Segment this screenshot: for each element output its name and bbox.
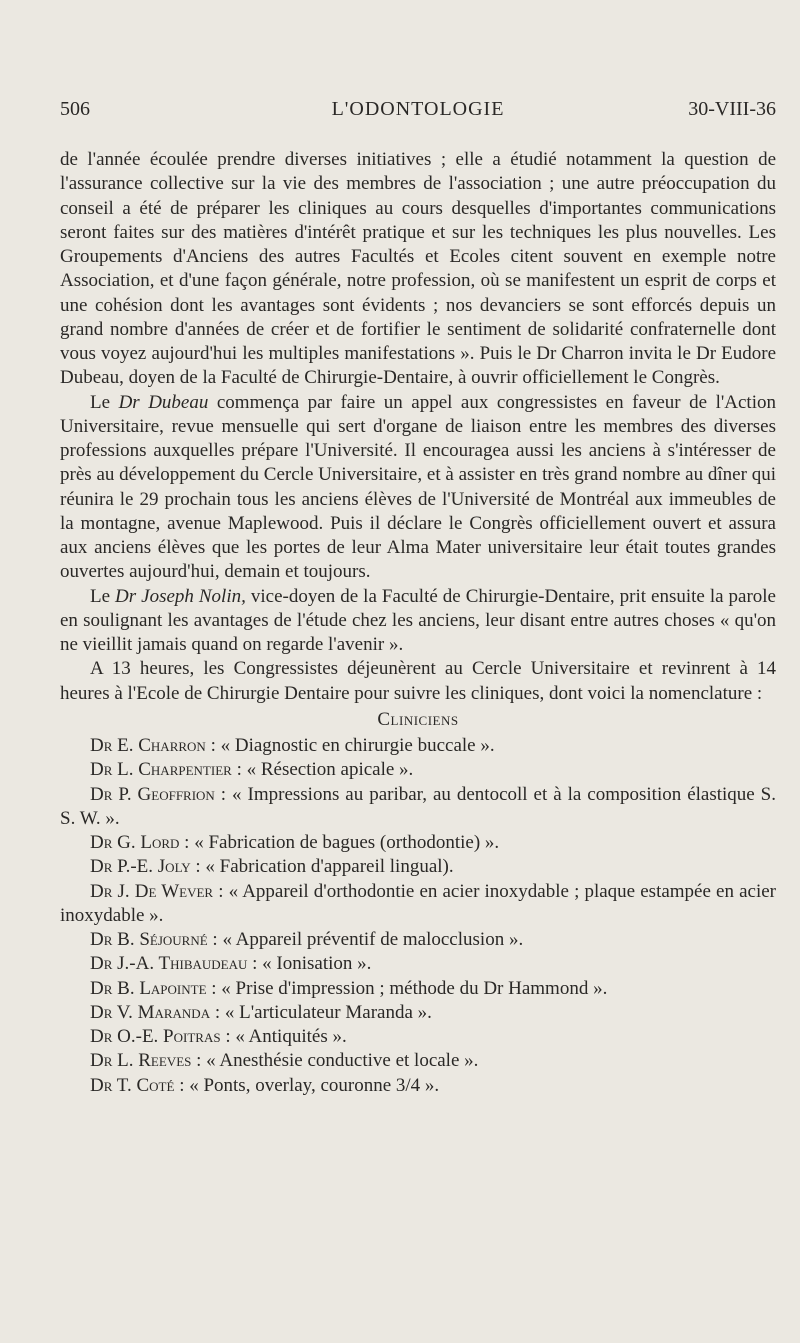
- clinician-name: Dr G. Lord: [90, 832, 180, 853]
- clinic-topic: : « Fabrication d'appareil lingual).: [190, 856, 454, 878]
- clinician-name: Dr J. De Wever: [90, 880, 214, 902]
- clinic-topic: : « Prise d'impression ; méthode du Dr Hammond ».: [206, 977, 608, 999]
- clinic-topic: : « Fabrication de bagues (orthodontie) ».: [179, 832, 500, 853]
- list-item: [60, 952, 776, 976]
- issue-date: 30-VIII-36: [688, 98, 776, 120]
- clinic-topic: : « Anesthésie conductive et locale ».: [191, 1050, 479, 1072]
- paragraph-text: commença par faire un appel aux congressistes en faveur de l'Action Universitaire, revue mensuelle qui sert d'organe de liaison entre les membres des diverses professions auxquelles prépare l'Université. Il encouragea aussi les anciens à s'intéresser de près au développement du Cercle Universitaire, et à assister en très grand nombre au dîner qui réunira le 29 prochain tous les anciens élèves de l'Université de Montréal aux immeubles de la montagne, avenue Maplewood. Puis il déclare le Congrès officiellement ouvert et assura aux anciens élèves que les portes de leur Alma Mater universitaire leur était toutes grandes ouvertes aujourd'hui, demain et toujours.: [60, 391, 776, 583]
- list-item: [60, 880, 776, 929]
- list-item: [60, 1049, 776, 1073]
- paragraph-lead: Le: [90, 585, 116, 607]
- clinician-name: Dr O.-E. Poitras: [90, 1026, 221, 1047]
- clinic-topic: : « Impressions au paribar, au dentocoll et à la composition élastique S. S. W. ».: [60, 783, 777, 829]
- running-header: [60, 98, 776, 126]
- clinic-topic: : « Antiquités ».: [220, 1026, 347, 1047]
- clinic-topic: : « Ponts, overlay, couronne 3/4 ».: [174, 1074, 440, 1096]
- list-item: [60, 977, 776, 1001]
- paragraph-dubeau: [60, 391, 776, 585]
- clinician-name: Dr J.-A. Thibaudeau: [90, 953, 248, 975]
- journal-title: L'ODONTOLOGIE: [331, 98, 505, 120]
- list-item: [60, 928, 776, 952]
- clinician-name: Dr L. Charpentier: [90, 759, 232, 781]
- paragraph-text: vice-doyen de la Faculté de Chirurgie-Dentaire, prit ensuite la parole en soulignant les avantages de l'étude chez les anciens, leur disant entre autres choses « qu'on ne vieillit jamais quand on regarde l'avenir ».: [60, 585, 776, 655]
- clinic-topic: : « Résection apicale ».: [231, 759, 414, 781]
- list-item: [60, 1001, 776, 1025]
- clinic-topic: : « Appareil préventif de malocclusion ».: [207, 929, 524, 950]
- speaker-name: Dr Joseph Nolin,: [115, 585, 246, 607]
- clinicians-list: [60, 734, 776, 1098]
- paragraph-continued: de l'année écoulée prendre diverses initiatives ; elle a étudié notamment la question de l'assurance collective sur la vie des membres de l'association ; une autre préoccupation du conseil a été de préparer les cliniques au cours desquelles d'importantes communications seront faites sur des matières d'intérêt pratique et sur les techniques les plus nouvelles. Les Groupements d'Anciens des autres Facultés et Ecoles citent souvent en exemple notre Association, et d'une façon générale, notre profession, où se manifestent un esprit de corps et une cohésion dont les avantages sont évidents ; nos devanciers se sont efforcés depuis un grand nombre d'années de créer et de fortifier le sentiment de solidarité confraternelle dont vous voyez aujourd'hui les multiples manifestations ». Puis le Dr Charron invita le Dr Eudore Dubeau, doyen de la Faculté de Chirurgie-Dentaire, à ouvrir officiellement le Congrès.: [60, 149, 776, 389]
- clinician-name: Dr T. Coté: [90, 1074, 175, 1096]
- list-item: [60, 831, 776, 855]
- article-body: [60, 148, 776, 1098]
- clinician-name: Dr P. Geoffrion: [90, 783, 215, 805]
- clinician-name: Dr V. Maranda: [90, 1001, 211, 1023]
- speaker-name: Dr Dubeau: [118, 391, 209, 413]
- clinician-name: Dr P.-E. Joly: [90, 856, 191, 878]
- section-heading: Cliniciens: [377, 708, 459, 730]
- paragraph-schedule: A 13 heures, les Congressistes déjeunèrent au Cercle Universitaire et revinrent à 14 heures à l'Ecole de Chirurgie Dentaire pour suivre les cliniques, dont voici la nomenclature :: [60, 658, 776, 704]
- paragraph-nolin: [60, 585, 776, 658]
- page-number: 506: [60, 98, 90, 120]
- clinic-topic: : « Appareil d'orthodontie en acier inoxydable ; plaque estampée en acier inoxydable ».: [60, 880, 777, 926]
- clinician-name: Dr E. Charron: [90, 735, 206, 756]
- list-item: [60, 1025, 776, 1049]
- list-item: [60, 758, 776, 782]
- paragraph-lead: Le: [90, 391, 119, 413]
- clinician-name: Dr L. Reeves: [90, 1050, 192, 1072]
- clinic-topic: : « L'articulateur Maranda ».: [210, 1001, 432, 1023]
- list-item: [60, 855, 776, 879]
- list-item: [60, 783, 776, 832]
- list-item: [60, 1074, 776, 1098]
- clinic-topic: : « Ionisation ».: [247, 953, 372, 975]
- clinician-name: Dr B. Lapointe: [90, 977, 207, 999]
- clinician-name: Dr B. Séjourné: [90, 929, 208, 950]
- clinic-topic: : « Diagnostic en chirurgie buccale ».: [205, 735, 495, 756]
- list-item: [60, 734, 776, 758]
